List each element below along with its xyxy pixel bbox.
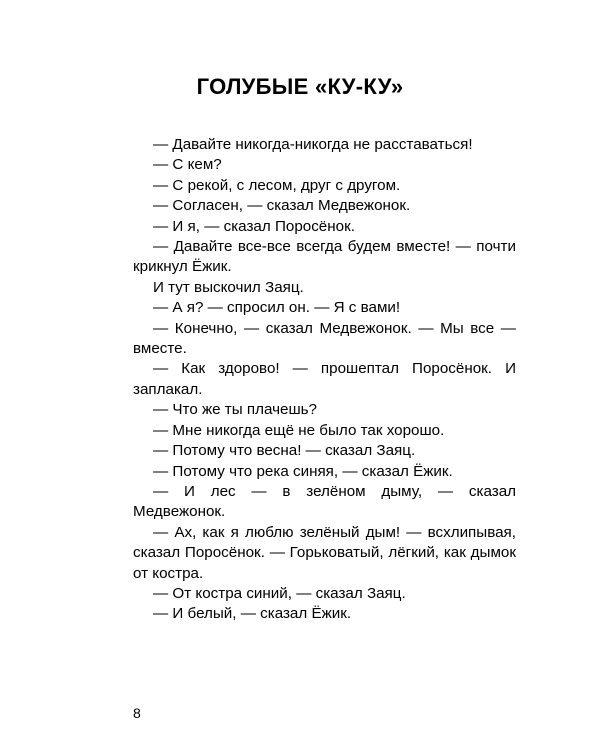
page-title: ГОЛУБЫЕ «КУ-КУ»: [196, 74, 404, 99]
story-text: [133, 135, 516, 625]
paragraph: — От костра синий, — сказал Заяц.: [153, 584, 406, 602]
paragraph: — С кем?: [153, 156, 222, 174]
paragraph: — Ах, как я люблю зелёный дым! — всхлипывая, сказал Поросёнок. — Горьковатый, лёгкий, как дымок от костра.: [133, 523, 516, 582]
paragraph: — Конечно, — сказал Медвежонок. — Мы все — вместе.: [133, 319, 516, 358]
paragraph: — Потому что река синяя, — сказал Ёжик.: [153, 462, 453, 480]
paragraph: — Согласен, — сказал Медвежонок.: [153, 197, 411, 215]
paragraph: — Как здорово! — прошептал Поросёнок. И заплакал.: [133, 360, 516, 398]
paragraph: — Потому что весна! — сказал Заяц.: [153, 442, 416, 460]
paragraph: — И лес — в зелёном дыму, — сказал Медвежонок.: [133, 482, 516, 521]
paragraph: — Давайте никогда-никогда не расставаться!: [153, 136, 473, 153]
paragraph: — А я? — спросил он. — Я с вами!: [153, 299, 401, 317]
paragraph: — Мне никогда ещё не было так хорошо.: [153, 421, 445, 439]
paragraph: — И я, — сказал Поросёнок.: [153, 217, 355, 235]
paragraph: — С рекой, с лесом, друг с другом.: [153, 176, 401, 194]
page-number: 8: [133, 705, 141, 721]
paragraph: — Что же ты плачешь?: [153, 401, 317, 419]
paragraph: — Давайте все-все всегда будем вместе! — почти крикнул Ёжик.: [133, 238, 516, 276]
paragraph: И тут выскочил Заяц.: [153, 278, 304, 296]
paragraph: — И белый, — сказал Ёжик.: [153, 605, 352, 623]
